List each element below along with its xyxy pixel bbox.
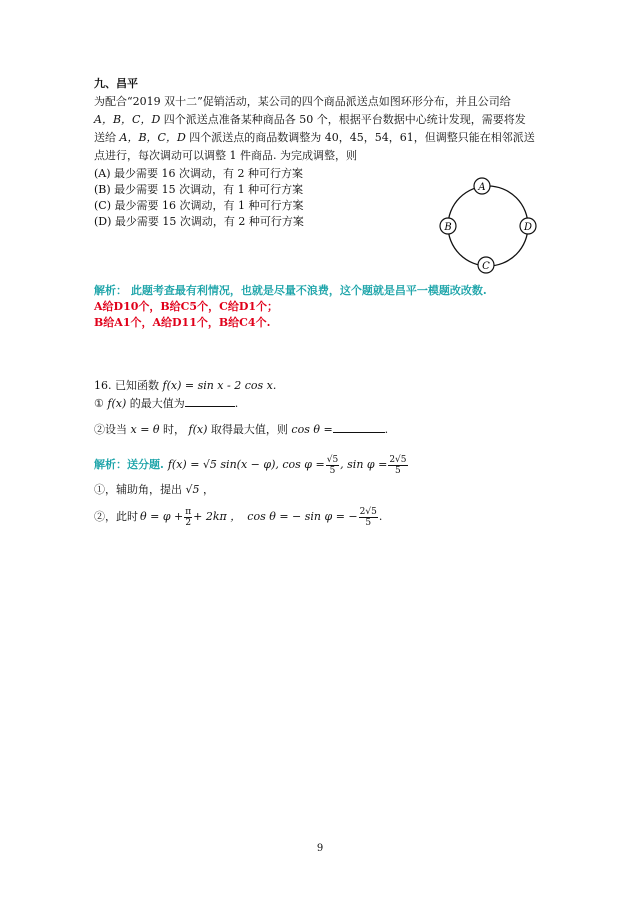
math-expression: √5 (185, 483, 200, 496)
fraction-denominator: 5 (365, 517, 372, 528)
answer-blank (185, 396, 235, 407)
fraction-denominator: 5 (395, 465, 401, 476)
node-a-label: A (478, 182, 486, 193)
fraction-numerator: 2√5 (389, 454, 407, 465)
problem16-stem (94, 378, 276, 394)
math-expression: , sin φ = (340, 458, 388, 471)
function-definition: f(x) = sin x - 2 cos x. (162, 379, 277, 392)
ring-diagram (436, 174, 540, 278)
node-b-label: B (444, 222, 452, 233)
option-a: (A) 最少需要 16 次调动，有 2 种可行方案 (94, 167, 304, 180)
fraction-numerator: 2√5 (359, 506, 377, 517)
math-expression: x = θ (130, 423, 160, 436)
fraction (326, 455, 339, 476)
math-expression: θ = φ + (140, 510, 184, 523)
analysis-label: 解析： (94, 284, 127, 297)
punctuation: . (378, 510, 383, 523)
answer-line-1: A给D10个，B给C5个，C给D1个； (94, 300, 279, 313)
analysis-16-line (94, 452, 409, 478)
analysis-label: 解析：送分题. (94, 458, 164, 471)
section-title: 九、昌平 (94, 77, 138, 90)
node-d (520, 218, 536, 234)
question-text: 取得最大值，则 (210, 423, 288, 436)
solution-1 (94, 482, 214, 498)
function-symbol: f(x) (107, 397, 127, 410)
question-1 (94, 396, 238, 412)
solution-text: ①，辅助角，提出 (94, 483, 182, 496)
option-d: (D) 最少需要 15 次调动，有 2 种可行方案 (94, 215, 304, 228)
stem-text: 四个派送点准备某种商品各 50 个，根据平台数据中心统计发现，需要将发 (163, 113, 526, 126)
page-number: 9 (316, 843, 324, 854)
math-expression: f(x) = √5 sin(x − φ), cos φ = (167, 458, 325, 471)
problem-stem-line (94, 112, 526, 128)
answer-line-2: B给A1个，A给D11个，B给C4个. (94, 316, 271, 329)
ring-circle (448, 186, 528, 266)
question-text: 的最大值为 (129, 397, 185, 410)
node-b (440, 218, 456, 234)
problem16-number: 16. 已知函数 (94, 379, 159, 392)
option-b: (B) 最少需要 15 次调动，有 1 种可行方案 (94, 183, 304, 196)
point-labels: A，B，C，D (119, 131, 186, 144)
fraction-denominator: 2 (185, 517, 192, 528)
question-2 (94, 422, 388, 438)
analysis-text: 此题考查最有利情况，也就是尽量不浪费，这个题就是昌平一模题改改数. (130, 284, 487, 297)
question-marker: ① (94, 397, 104, 410)
punctuation: ， (203, 483, 215, 496)
fraction-numerator: π (185, 506, 192, 517)
fraction (184, 507, 192, 528)
node-a (474, 178, 490, 194)
question-text: ②设当 (94, 423, 127, 436)
question-text: 时， (163, 423, 186, 436)
node-d-label: D (523, 222, 533, 233)
fraction (359, 507, 378, 528)
stem-text: 送给 (94, 131, 116, 144)
analysis-line (94, 283, 487, 299)
punctuation: . (234, 397, 239, 410)
node-c-label: C (482, 261, 490, 272)
fraction-numerator: √5 (326, 454, 339, 465)
fraction (388, 455, 407, 476)
node-c (478, 257, 494, 273)
problem-stem-line: 为配合“2019 双十二”促销活动，某公司的四个商品派送点如图环形分布，并且公司给 (94, 95, 511, 108)
fraction-denominator: 5 (329, 465, 336, 476)
answer-blank (333, 422, 385, 433)
math-expression: cos θ = − sin φ = − (247, 510, 358, 523)
solution-2 (94, 504, 382, 530)
point-labels: A，B，C，D (94, 113, 161, 126)
math-expression: cos θ = (291, 423, 333, 436)
punctuation: . (384, 423, 389, 436)
stem-text: 四个派送点的商品数调整为 40，45，54，61，但调整只能在相邻派送 (189, 131, 535, 144)
option-c: (C) 最少需要 16 次调动，有 1 种可行方案 (94, 199, 304, 212)
math-expression: + 2kπ ， (193, 510, 242, 523)
function-symbol: f(x) (188, 423, 208, 436)
problem-stem-line: 点进行，每次调动可以调整 1 件商品. 为完成调整，则 (94, 149, 357, 162)
problem-stem-line (94, 130, 535, 146)
solution-text: ②，此时 (94, 510, 138, 523)
